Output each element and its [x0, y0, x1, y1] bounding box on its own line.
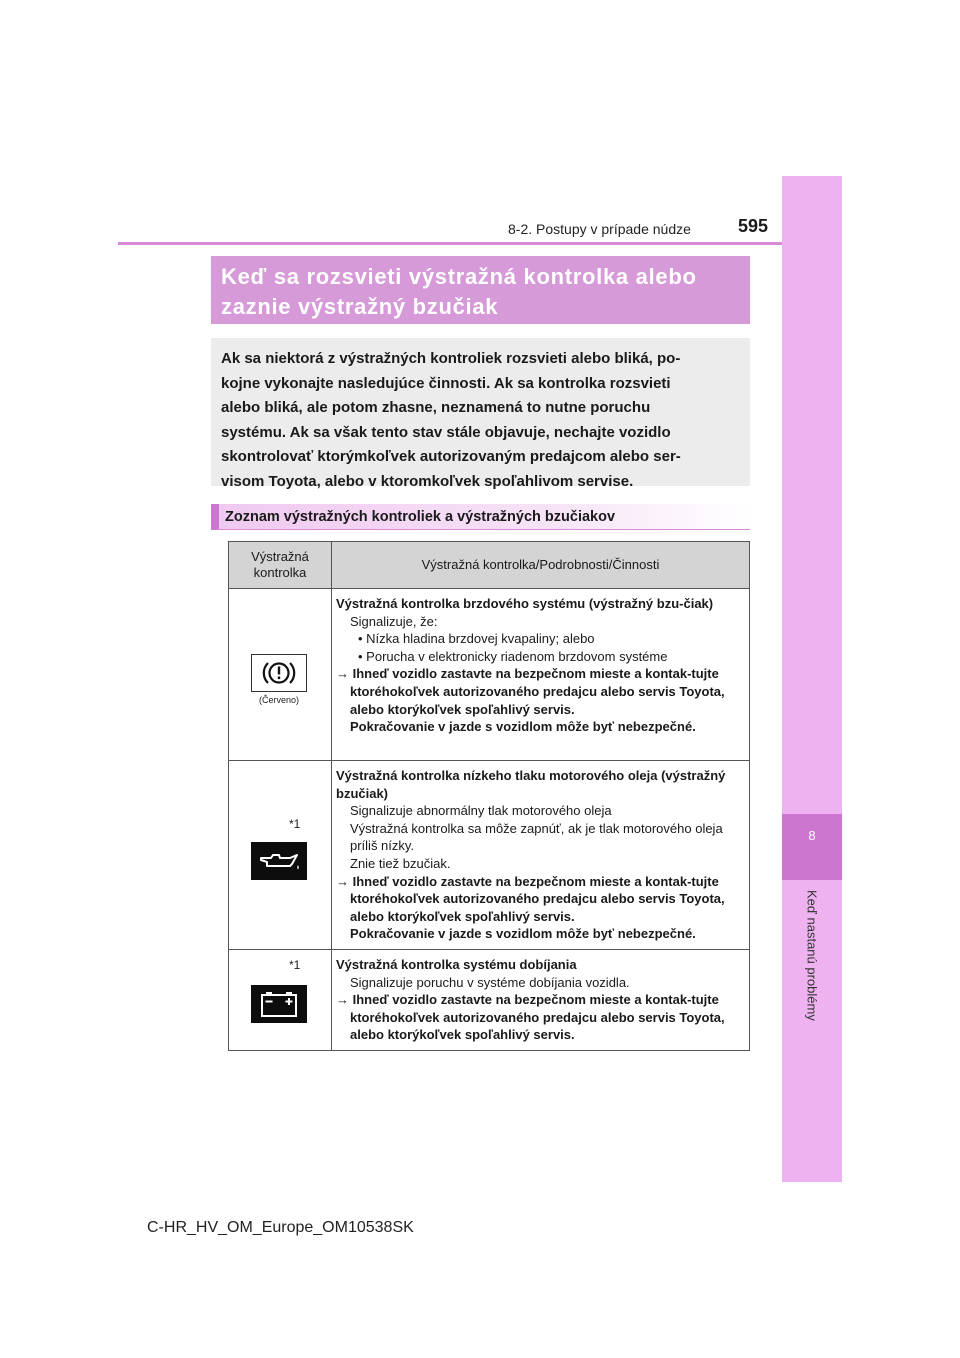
row-title: Výstražná kontrolka systému dobíjania [336, 956, 577, 972]
document-id-footer: C-HR_HV_OM_Europe_OM10538SK [147, 1219, 414, 1236]
row-details-cell [332, 949, 750, 1050]
page-title-line-1: Keď sa rozsvieti výstražná kontrolka alebo [221, 264, 697, 289]
warning-list-subheading: Zoznam výstražných kontroliek a výstražných bzučiakov [211, 504, 750, 530]
row-action: → Ihneď vozidlo zastavte na bezpečnom mieste a kontak-tujte ktoréhokoľvek autorizovaného predajcu alebo servis Toyota, alebo ktorýkoľvek spoľahlivý servis. [336, 666, 725, 717]
header-rule [118, 242, 782, 245]
row-details-cell [332, 761, 750, 950]
intro-box [211, 338, 750, 490]
intro-line-5: skontrolovať ktorýmkoľvek autorizovaným predajcom alebo ser- [221, 448, 681, 465]
row-action: → Ihneď vozidlo zastavte na bezpečnom mieste a kontak-tujte ktoréhokoľvek autorizovaného predajcu alebo servis Toyota, alebo ktorýkoľvek spoľahlivý servis. [336, 992, 725, 1043]
row-action-text: Ihneď vozidlo zastavte na bezpečnom mieste a kontak-tujte ktoréhokoľvek autorizovaného predajcu alebo servis Toyota, alebo ktorýkoľvek spoľahlivý servis. [350, 873, 725, 924]
page-title [211, 256, 750, 324]
row-icon-cell [229, 761, 332, 950]
row-detail: Signalizuje, že: [350, 613, 438, 629]
row-detail: Signalizuje poruchu v systéme dobíjania vozidla. [350, 974, 630, 990]
list-item-text: Nízka hladina brzdovej kvapaliny; alebo [366, 631, 595, 647]
table-header-row [229, 542, 750, 589]
row-bullets [336, 630, 747, 665]
table-row [229, 949, 750, 1050]
table-row [229, 589, 750, 761]
warning-lights-table [228, 541, 750, 1051]
list-item-text: Porucha v elektronicky riadenom brzdovom systéme [366, 648, 668, 664]
chapter-side-tab-active [782, 814, 842, 880]
intro-line-2: kojne vykonajte nasledujúce činnosti. Ak sa kontrolka rozsvieti [221, 374, 671, 392]
chapter-number: 8 [808, 828, 816, 843]
table-row [229, 761, 750, 950]
row-note: Pokračovanie v jazde s vozidlom môže byť nebezpečné. [350, 719, 696, 735]
row-detail: Signalizuje abnormálny tlak motorového oleja [350, 803, 612, 819]
row-details-cell [332, 589, 750, 761]
intro-line-3: alebo bliká, ale potom zhasne, neznamená to nutne poruchu [221, 399, 651, 416]
row-title: Výstražná kontrolka brzdového systému (výstražný bzu-čiak) [336, 596, 714, 611]
brake-warning-icon [251, 654, 307, 692]
page-title-line-2: zaznie výstražný bzučiak [221, 294, 499, 319]
row-note: Pokračovanie v jazde s vozidlom môže byť nebezpečné. [350, 926, 696, 942]
chapter-title: Keď nastanú problémy [804, 890, 820, 1021]
battery-charge-icon [251, 985, 307, 1023]
row-action-text: Ihneď vozidlo zastavte na bezpečnom mieste a kontak-tujte ktoréhokoľvek autorizovaného predajcu alebo servis Toyota, alebo ktorýkoľvek spoľahlivý servis. [350, 992, 725, 1043]
row-icon-cell [229, 949, 332, 1050]
list-item: • Porucha v elektronicky riadenom brzdovom systéme [358, 648, 668, 664]
row-icon-cell [229, 589, 332, 761]
intro-line-4: systému. Ak sa však tento stav stále objavuje, nechajte vozidlo [221, 423, 671, 441]
intro-line-6: visom Toyota, alebo v ktoromkoľvek spoľahlivom servise. [221, 472, 634, 490]
row-detail: Výstražná kontrolka sa môže zapnúť, ak je tlak motorového oleja príliš nízky. [350, 820, 723, 854]
section-title: 8-2. Postupy v prípade núdze [508, 221, 691, 237]
col-header-details: Výstražná kontrolka/Podrobnosti/Činnosti [332, 542, 750, 589]
row-detail: Znie tiež bzučiak. [350, 855, 451, 871]
chapter-side-tab [782, 176, 842, 1182]
col-header-light [229, 542, 332, 589]
footnote-marker: *1 [289, 817, 301, 831]
row-action-text: Ihneď vozidlo zastavte na bezpečnom mieste a kontak-tujte ktoréhokoľvek autorizovaného predajcu alebo servis Toyota, alebo ktorýkoľvek spoľahlivý servis. [350, 666, 725, 717]
list-item: • Nízka hladina brzdovej kvapaliny; alebo [358, 631, 595, 647]
oil-pressure-icon [251, 842, 307, 880]
page-number: 595 [738, 216, 769, 236]
brake-icon-color-label: (Červeno) [258, 695, 299, 705]
row-title: Výstražná kontrolka nízkeho tlaku motorového oleja (výstražný bzučiak) [336, 768, 726, 801]
row-action: → Ihneď vozidlo zastavte na bezpečnom mieste a kontak-tujte ktoréhokoľvek autorizovaného predajcu alebo servis Toyota, alebo ktorýkoľvek spoľahlivý servis. [336, 873, 725, 924]
col-header-light-text: Výstražná kontrolka [251, 549, 309, 580]
footnote-marker: *1 [289, 957, 301, 972]
intro-line-1: Ak sa niektorá z výstražných kontroliek rozsvieti alebo bliká, po- [221, 350, 681, 367]
